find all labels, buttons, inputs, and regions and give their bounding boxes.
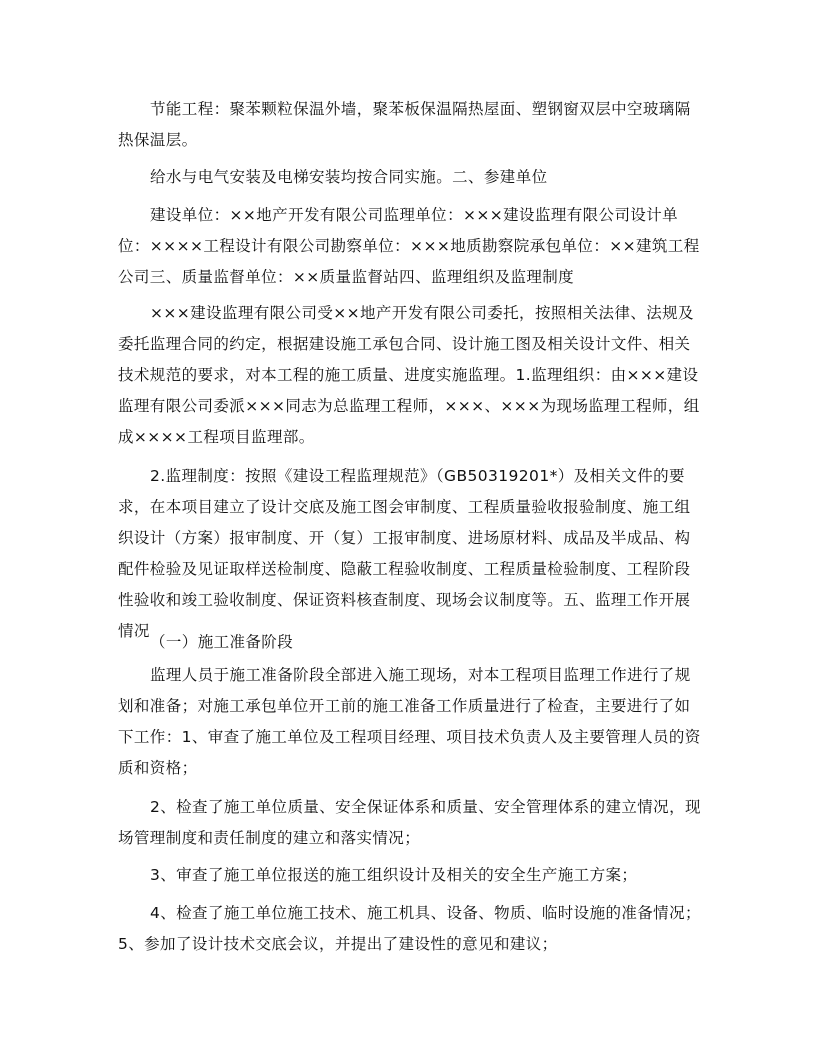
paragraph-item-2: 2、检查了施工单位质量、安全保证体系和质量、安全管理体系的建立情况，现场管理制度和责任制度的建立和落实情况； bbox=[118, 798, 701, 847]
paragraph-participants: 建设单位：××地产开发有限公司监理单位：×××建设监理有限公司设计单位：××××工程设计有限公司勘察单位：×××地质勘察院承包单位：××建筑工程公司三、质量监督单位：××质量监督站四、监理组织及监理制度 bbox=[118, 206, 700, 286]
paragraph-supervision-org: ×××建设监理有限公司受××地产开发有限公司委托，按照相关法律、法规及委托监理合同的约定，根据建设施工承包合同、设计施工图及相关设计文件、相关技术规范的要求，对本工程的施工质量、进度实施监理。1.监理组织：由×××建设监理有限公司委派×××同志为总监理工程师，×××、×××为现场监理工程师，组成××××工程项目监理部。 bbox=[118, 304, 700, 446]
section-heading-preparation: （一）施工准备阶段 bbox=[150, 633, 294, 651]
paragraph-item-3: 3、审查了施工单位报送的施工组织设计及相关的安全生产施工方案； bbox=[150, 866, 638, 884]
paragraph-energy-saving: 节能工程：聚苯颗粒保温外墙，聚苯板保温隔热屋面、塑钢窗双层中空玻璃隔热保温层。 bbox=[118, 100, 691, 149]
paragraph-preparation-work: 监理人员于施工准备阶段全部进入施工现场，对本工程项目监理工作进行了规划和准备；对施工承包单位开工前的施工准备工作质量进行了检查，主要进行了如下工作：1、审查了施工单位及工程项目经理、项目技术负责人及主要管理人员的资质和资格； bbox=[118, 666, 701, 777]
paragraph-installation: 给水与电气安装及电梯安装均按合同实施。二、参建单位 bbox=[150, 168, 548, 186]
paragraph-supervision-system: 2.监理制度：按照《建设工程监理规范》（GB50319201*）及相关文件的要求，在本项目建立了设计交底及施工图会审制度、工程质量验收报验制度、施工组织设计（方案）报审制度、开（复）工报审制度、进场原材料、成品及半成品、构配件检验及见证取样送检制度、隐蔽工程验收制度、工程质量检验制度、工程阶段性验收和竣工验收制度、保证资料核查制度、现场会议制度等。五、监理工作开展情况 bbox=[118, 467, 691, 640]
paragraph-item-4-5: 4、检查了施工单位施工技术、施工机具、设备、物质、临时设施的准备情况；5、参加了设计技术交底会议，并提出了建设性的意见和建议； bbox=[118, 904, 701, 953]
